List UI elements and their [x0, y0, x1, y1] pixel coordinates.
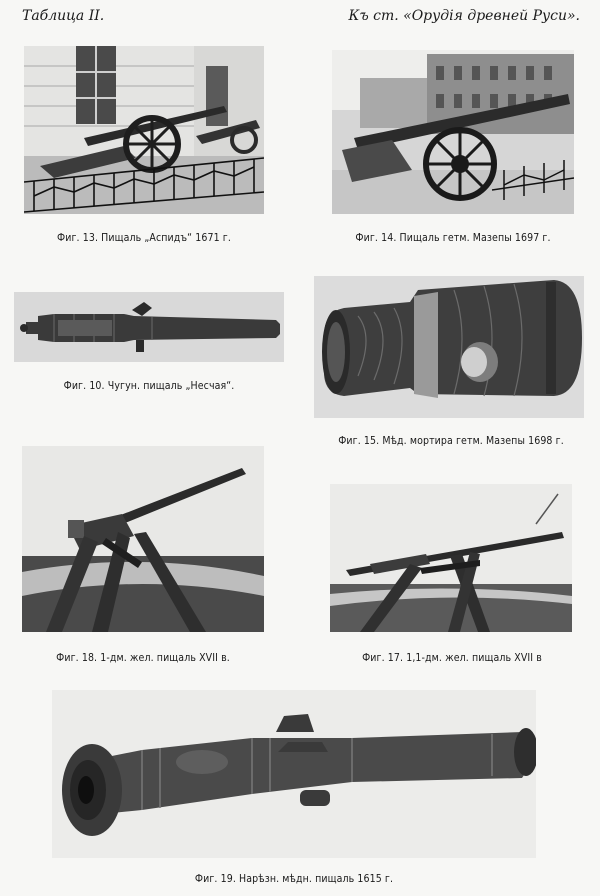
caption-fig13: Фиг. 13. Пищаль „Аспидъ“ 1671 г. — [57, 232, 231, 244]
photo-fig10-cast-iron-cannon — [14, 292, 284, 362]
caption-fig19: Фиг. 19. Нарѣзн. мѣдн. пищаль 1615 г. — [194, 873, 394, 885]
photo-fig17-iron-cannon-trestle — [330, 484, 572, 632]
caption-fig14: Фиг. 14. Пищаль гетм. Мазепы 1697 г. — [355, 232, 551, 244]
photo-fig19-rifled-bronze-cannon — [52, 690, 536, 858]
article-reference: Къ ст. «Орудія древней Руси». — [348, 8, 580, 24]
plate-number: Таблица II. — [22, 8, 105, 24]
caption-fig15: Фиг. 15. Мѣд. мортира гетм. Мазепы 1698 г. — [338, 435, 564, 447]
photo-fig15-bronze-mortar — [314, 276, 584, 418]
caption-fig18: Фиг. 18. 1-дм. жел. пищаль XVII в. — [56, 652, 230, 664]
caption-fig10: Фиг. 10. Чугун. пищаль „Несчая“. — [63, 380, 235, 392]
photo-fig13-cannon-aspid — [24, 46, 264, 214]
photo-fig18-iron-cannon-tripod — [22, 446, 264, 632]
caption-fig17: Фиг. 17. 1,1-дм. жел. пищаль XVII в — [362, 652, 542, 664]
photo-fig14-mazepa-cannon — [332, 50, 574, 214]
